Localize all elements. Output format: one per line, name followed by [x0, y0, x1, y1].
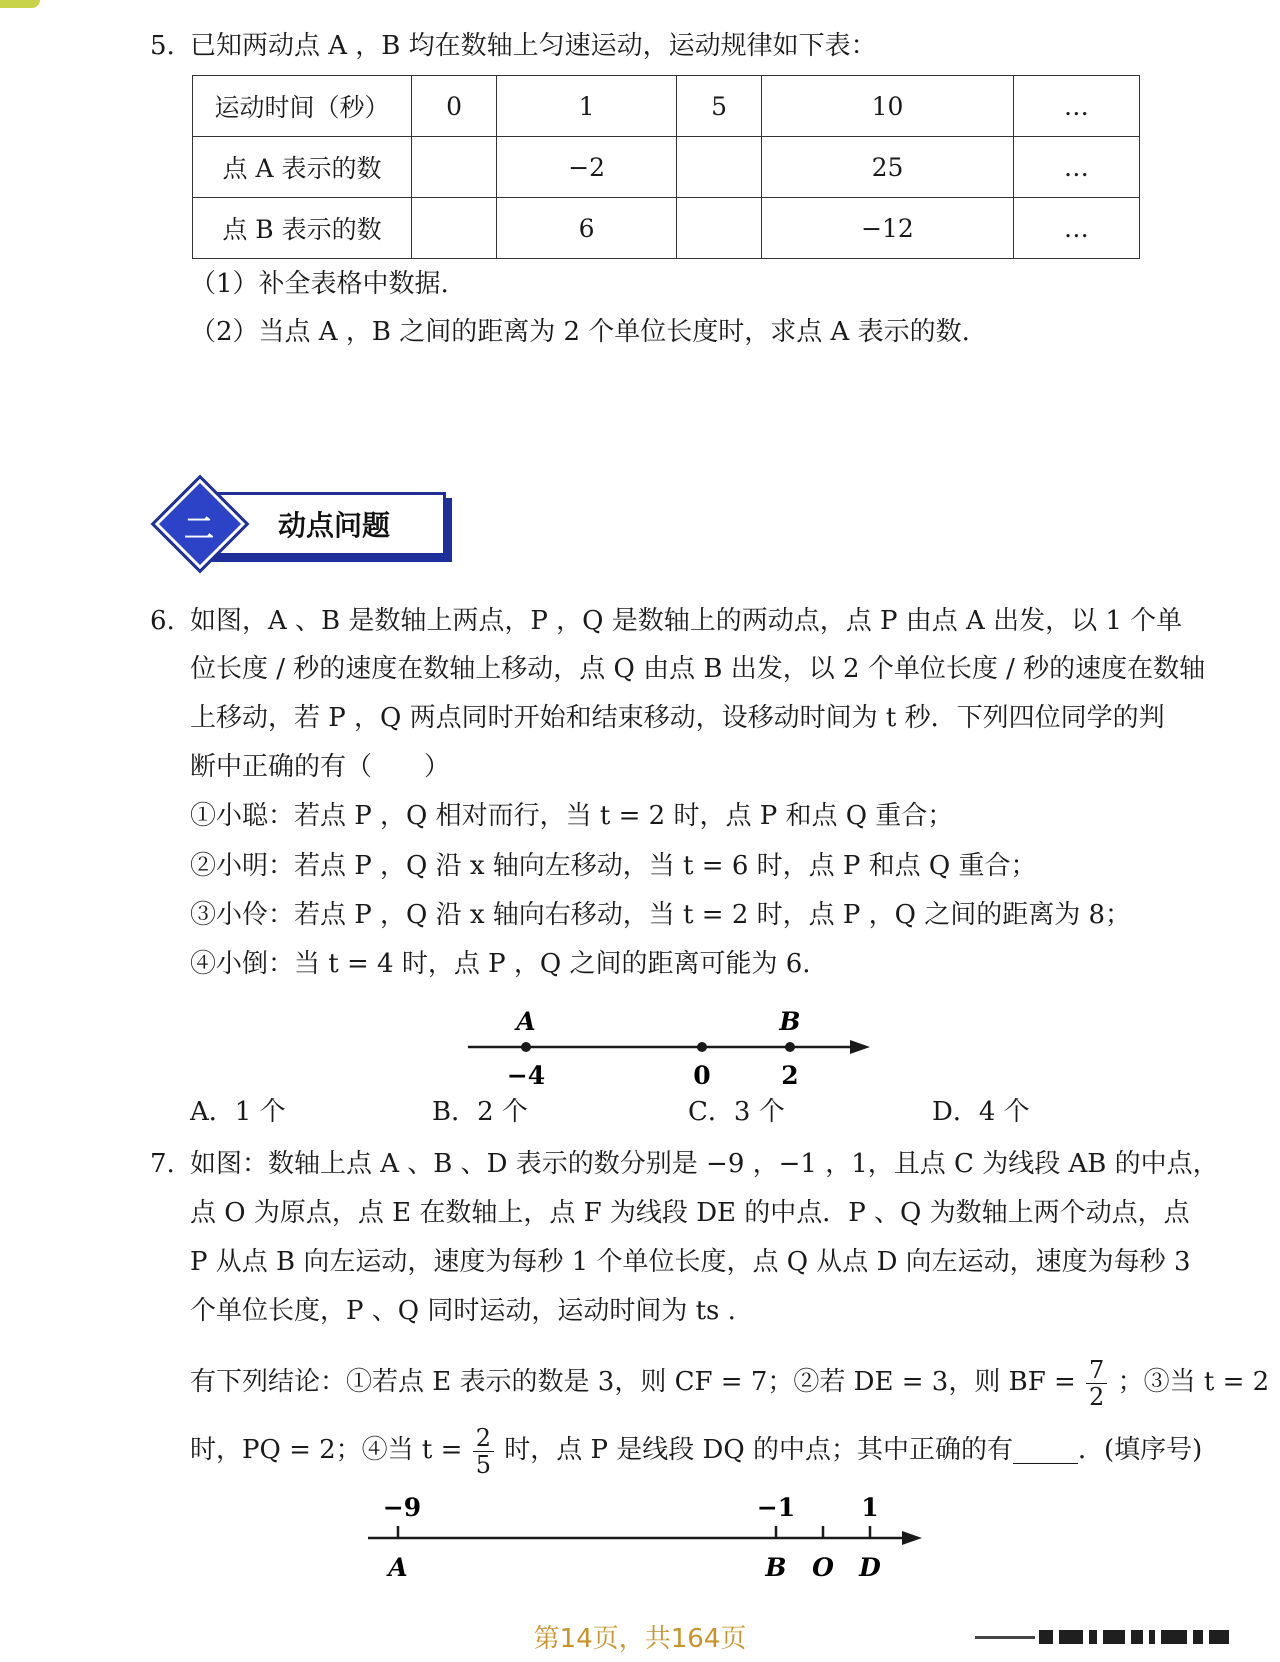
q6-line: 断中正确的有（ ） [190, 752, 451, 782]
axis-arrow [902, 1531, 922, 1545]
table-cell: 25 [762, 137, 1013, 198]
q5-part1: （1）补全表格中数据. [190, 269, 449, 299]
label-d: D [859, 1553, 881, 1582]
q7-line: 点 O 为原点，点 E 在数轴上，点 F 为线段 DE 的中点．P 、Q 为数轴上两个动点，点 [190, 1198, 1190, 1228]
q5-number: 5. [150, 31, 175, 61]
tick-2: 2 [781, 1061, 799, 1090]
q6-statement: ②小明：若点 P ，Q 沿 x 轴向左移动，当 t = 6 时，点 P 和点 Q 重合； [190, 851, 1037, 881]
table-cell [412, 137, 497, 198]
table-cell: 6 [497, 198, 677, 259]
q7-line: 如图：数轴上点 A 、B 、D 表示的数分别是 −9 ，−1 ，1，且点 C 为线段 AB 的中点， [190, 1149, 1219, 1179]
conclusion-text: 时，点 P 是线段 DQ 的中点；其中正确的有_____．(填序号) [504, 1435, 1203, 1465]
axis-arrow [850, 1040, 870, 1054]
fraction-7-over-2 [1086, 1357, 1107, 1410]
section-badge: 二 [184, 512, 214, 547]
section-title: 动点问题 [278, 509, 391, 542]
q6-line: 如图，A 、B 是数轴上两点，P ，Q 是数轴上的两动点，点 P 由点 A 出发，以 1 个单 [190, 606, 1183, 636]
label-b: B [779, 1007, 801, 1036]
top-decoration [0, 0, 40, 8]
q7-conclusions-line2 [190, 1420, 1202, 1480]
table-cell: 0 [412, 76, 497, 137]
option-c: C．3 个 [688, 1097, 785, 1127]
table-cell: −2 [497, 137, 677, 198]
table-cell: 点 B 表示的数 [193, 198, 412, 259]
table-cell: 10 [762, 76, 1013, 137]
q7-conclusions-line1 [190, 1352, 1269, 1412]
fraction-denominator: 5 [475, 1450, 491, 1479]
conclusion-text: 时，PQ = 2；④当 t = [190, 1435, 463, 1465]
fraction-2-over-5 [473, 1425, 494, 1478]
tick-label-minus1: −1 [756, 1493, 796, 1522]
section-banner [150, 486, 450, 566]
q5-part2: （2）当点 A ，B 之间的距离为 2 个单位长度时，求点 A 表示的数. [190, 317, 970, 347]
table-cell [676, 137, 761, 198]
table-row [193, 76, 1140, 137]
page-footer: 第14页，共164页 [533, 1624, 747, 1654]
fraction-numerator: 7 [1086, 1357, 1107, 1384]
q6-line: 上移动，若 P ，Q 两点同时开始和结束移动，设移动时间为 t 秒．下列四位同学的判 [190, 703, 1165, 733]
point-a-dot [521, 1042, 531, 1052]
q5-table [192, 75, 1140, 259]
table-row [193, 137, 1140, 198]
label-b: B [765, 1553, 787, 1582]
option-b: B．2 个 [432, 1097, 528, 1127]
tick-label-1: 1 [861, 1493, 879, 1522]
table-cell: 5 [676, 76, 761, 137]
option-d: D．4 个 [932, 1097, 1030, 1127]
label-a: A [516, 1007, 536, 1036]
fraction-denominator: 2 [1089, 1382, 1105, 1411]
table-cell: … [1013, 76, 1139, 137]
tick-minus4: −4 [506, 1061, 546, 1090]
q6-number: 6. [150, 606, 175, 636]
conclusion-text: 有下列结论：①若点 E 表示的数是 3，则 CF = 7；②若 DE = 3，则 BF = [190, 1367, 1076, 1397]
table-row [193, 198, 1140, 259]
fraction-numerator: 2 [473, 1425, 494, 1452]
label-o: O [812, 1553, 834, 1582]
label-a: A [388, 1553, 408, 1582]
watermark-bar [975, 1626, 1245, 1646]
table-cell: 1 [497, 76, 677, 137]
q6-number-line [460, 1000, 880, 1090]
tick-label-minus9: −9 [382, 1493, 422, 1522]
table-cell [676, 198, 761, 259]
table-cell: 点 A 表示的数 [193, 137, 412, 198]
q6-statement: ④小倒：当 t = 4 时，点 P ，Q 之间的距离可能为 6. [190, 949, 811, 979]
table-cell: 运动时间（秒） [193, 76, 412, 137]
table-cell: … [1013, 198, 1139, 259]
table-cell [412, 198, 497, 259]
table-cell: −12 [762, 198, 1013, 259]
table-cell: … [1013, 137, 1139, 198]
q7-line: 个单位长度，P 、Q 同时运动，运动时间为 ts . [190, 1296, 736, 1326]
q7-line: P 从点 B 向左运动，速度为每秒 1 个单位长度，点 Q 从点 D 向左运动，速度为每秒 3 [190, 1247, 1191, 1277]
q6-statement: ③小伶：若点 P ，Q 沿 x 轴向右移动，当 t = 2 时，点 P ，Q 之间的距离为 8； [190, 900, 1132, 930]
option-a: A．1 个 [190, 1097, 286, 1127]
conclusion-text: ；③当 t = 2 [1117, 1367, 1270, 1397]
q7-number: 7. [150, 1149, 175, 1179]
q5-stem: 已知两动点 A ，B 均在数轴上匀速运动，运动规律如下表： [190, 31, 877, 61]
tick-0: 0 [693, 1061, 711, 1090]
point-origin-dot [697, 1042, 707, 1052]
q6-statement: ①小聪：若点 P ，Q 相对而行，当 t = 2 时，点 P 和点 Q 重合； [190, 801, 954, 831]
point-b-dot [785, 1042, 795, 1052]
q6-line: 位长度 / 秒的速度在数轴上移动，点 Q 由点 B 出发，以 2 个单位长度 / 秒的速度在数轴 [190, 654, 1206, 684]
q7-number-line [360, 1488, 930, 1588]
